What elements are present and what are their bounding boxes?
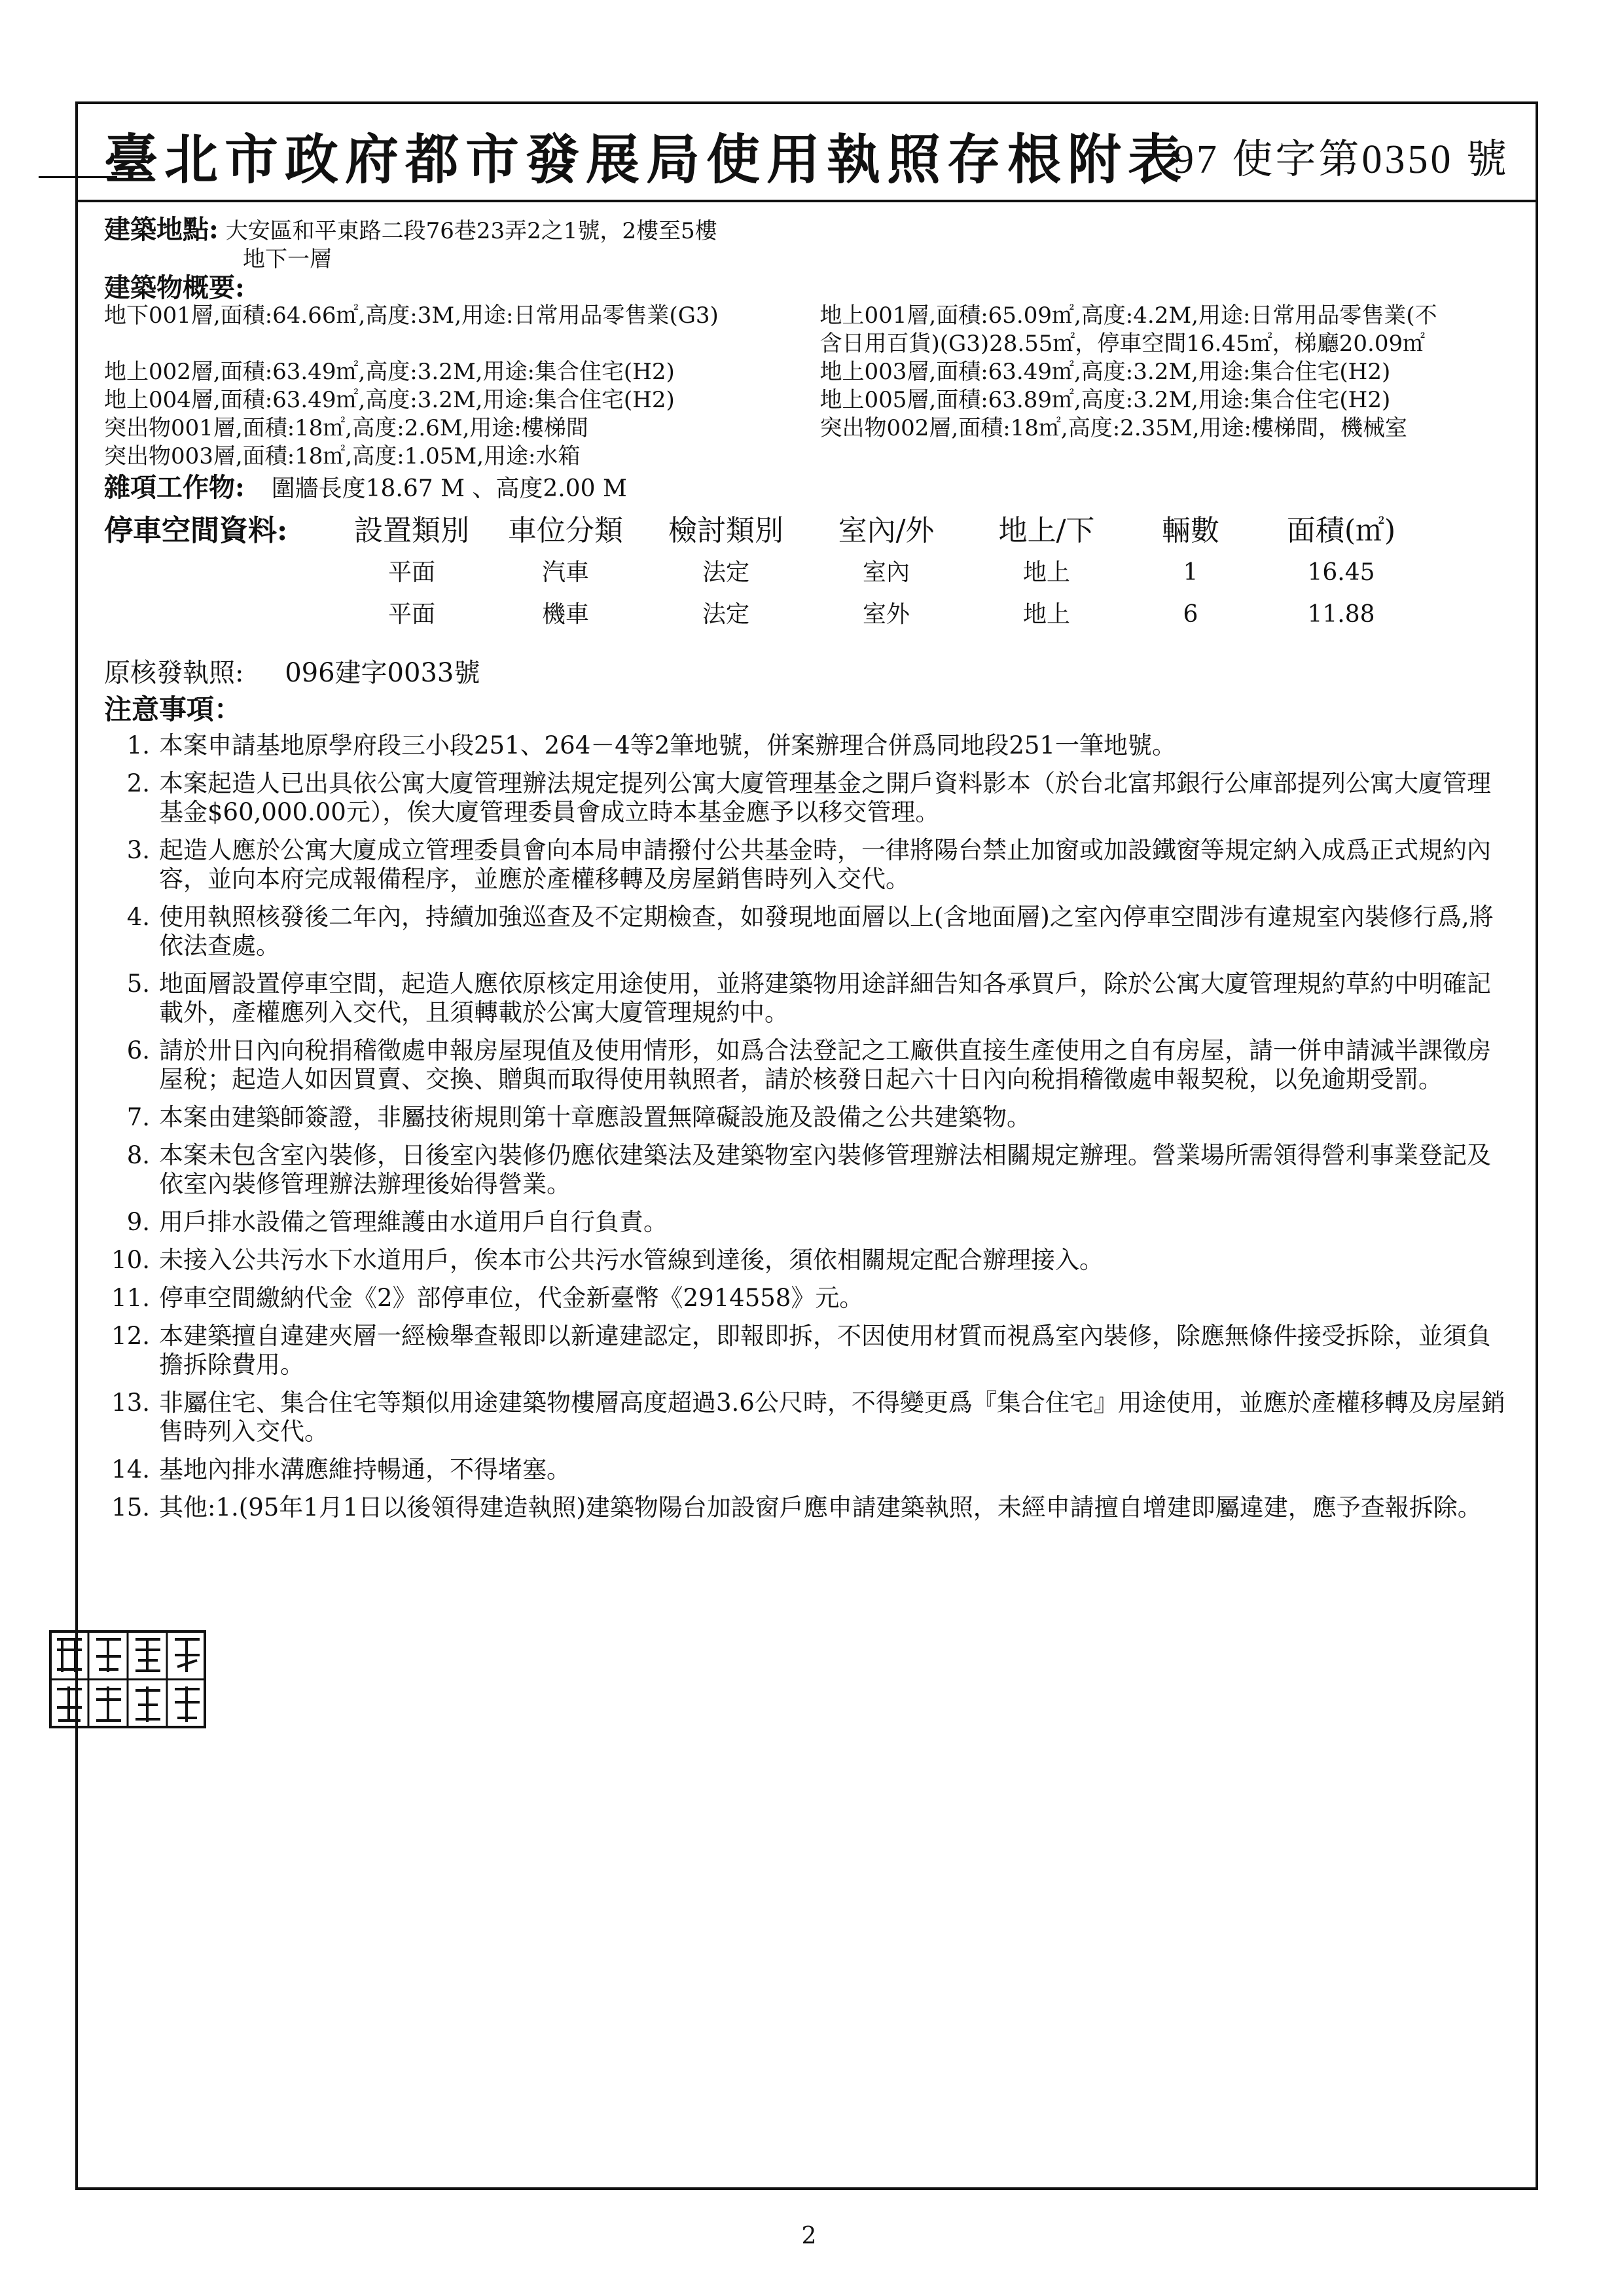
overview-line: 地上005層,面積:63.89㎡,高度:3.2M,用途:集合住宅(H2) <box>819 387 1391 413</box>
overview-line: 地上003層,面積:63.49㎡,高度:3.2M,用途:集合住宅(H2) <box>819 359 1391 385</box>
note-item <box>104 1103 1509 1132</box>
document-frame <box>75 101 1538 2190</box>
overview-line: 突出物001層,面積:18㎡,高度:2.6M,用途:樓梯間 <box>104 415 588 441</box>
location-label: 建築地點: <box>104 214 219 245</box>
parking-col-header: 地上/下 <box>998 514 1095 547</box>
note-item <box>104 1493 1509 1522</box>
parking-cell: 室內 <box>862 559 910 586</box>
parking-col-header: 室內/外 <box>838 514 935 547</box>
note-number: 14. <box>111 1455 150 1484</box>
note-number: 13. <box>111 1389 150 1417</box>
parking-row <box>104 594 1509 636</box>
parking-cell: 1 <box>1183 559 1198 586</box>
note-item <box>104 1455 1509 1484</box>
permit-number: 97 使字第0350 號 <box>1173 137 1509 182</box>
document-body <box>104 215 1509 1531</box>
title-bar <box>78 104 1536 202</box>
parking-cell: 地上 <box>1022 601 1070 628</box>
note-number: 4. <box>126 903 150 931</box>
parking-col-header: 輛數 <box>1162 514 1219 547</box>
misc-value: 圍牆長度18.67 M 、高度2.00 M <box>271 475 627 502</box>
parking-cell: 地上 <box>1022 559 1070 586</box>
overview-line <box>820 443 1510 471</box>
note-item <box>104 1284 1509 1313</box>
original-permit-row <box>104 655 1509 691</box>
overview-line: 突出物003層,面積:18㎡,高度:1.05M,用途:水箱 <box>104 443 581 469</box>
note-item <box>104 1246 1509 1275</box>
parking-col-header: 面積(㎡) <box>1286 514 1396 547</box>
parking-cell: 機車 <box>541 601 589 628</box>
original-permit-value: 096建字0033號 <box>285 658 480 688</box>
note-text: 基地內排水溝應維持暢通，不得堵塞。 <box>159 1455 571 1484</box>
note-text: 請於卅日內向稅捐稽徵處申報房屋現值及使用情形，如爲合法登記之工廠供直接生產使用之自有房屋，請一併申請減半課徵房屋稅；起造人如因買賣、交換、贈與而取得使用執照者，請於核發日起六十日內向稅捐稽徵處申報契稅，以免逾期受罰。 <box>159 1036 1491 1093</box>
parking-col-header: 檢討類別 <box>668 514 783 547</box>
note-item <box>104 836 1509 894</box>
overview-line: 地上004層,面積:63.49㎡,高度:3.2M,用途:集合住宅(H2) <box>104 387 675 413</box>
parking-cell: 平面 <box>387 559 435 586</box>
note-number: 9. <box>126 1208 150 1236</box>
note-number: 6. <box>126 1036 150 1065</box>
parking-header <box>104 510 1509 552</box>
note-item <box>104 903 1509 960</box>
parking-cell: 法定 <box>702 559 749 586</box>
note-text: 使用執照核發後二年內，持續加強巡查及不定期檢查，如發現地面層以上(含地面層)之室內停車空間涉有違規室內裝修行爲,將依法查處。 <box>159 903 1494 960</box>
parking-row <box>104 552 1509 594</box>
parking-col-header: 設置類別 <box>354 514 469 547</box>
note-item <box>104 970 1509 1027</box>
note-number: 12. <box>111 1322 150 1350</box>
location-row <box>104 215 1509 246</box>
parking-cell: 11.88 <box>1307 601 1375 628</box>
page-number: 2 <box>801 2223 817 2250</box>
note-number: 8. <box>126 1141 150 1169</box>
overview-table <box>104 302 1509 471</box>
notes-list <box>104 731 1509 1522</box>
note-item <box>104 1141 1509 1199</box>
document-title: 臺北市政府都市發展局使用執照存根附表 <box>104 128 1189 191</box>
note-text: 非屬住宅、集合住宅等類似用途建築物樓層高度超過3.6公尺時，不得變更爲『集合住宅』用途使用，並應於產權移轉及房屋銷售時列入交代。 <box>159 1389 1505 1446</box>
parking-cell: 汽車 <box>541 559 589 586</box>
note-number: 5. <box>126 970 150 998</box>
overview-line: 地下001層,面積:64.66㎡,高度:3M,用途:日常用品零售業(G3) <box>104 302 719 329</box>
parking-cell: 平面 <box>387 601 435 628</box>
misc-label: 雜項工作物: <box>104 472 245 503</box>
parking-cell: 室外 <box>862 601 910 628</box>
note-text: 地面層設置停車空間，起造人應依原核定用途使用，並將建築物用途詳細告知各承買戶，除於公寓大廈管理規約草約中明確記載外，產權應列入交代，且須轉載於公寓大廈管理規約中。 <box>159 970 1491 1027</box>
overview-label: 建築物概要: <box>104 272 245 303</box>
note-text: 其他:1.(95年1月1日以後領得建造執照)建築物陽台加設窗戶應申請建築執照，未經申請擅自增建即屬違建，應予查報拆除。 <box>159 1493 1482 1522</box>
note-text: 未接入公共污水下水道用戶，俟本市公共污水管線到達後，須依相關規定配合辦理接入。 <box>159 1246 1104 1274</box>
note-item <box>104 1322 1509 1379</box>
note-item <box>104 1389 1509 1446</box>
note-item <box>104 1036 1509 1094</box>
notes-title: 注意事項： <box>104 693 242 725</box>
note-text: 本建築擅自違建夾層一經檢舉查報即以新違建認定，即報即拆，不因使用材質而視爲室內裝修，除應無條件接受拆除，並須負擔拆除費用。 <box>159 1322 1491 1379</box>
original-permit-label: 原核發執照: <box>104 658 244 688</box>
overview-line <box>104 330 794 358</box>
parking-label: 停車空間資料: <box>104 514 288 547</box>
note-number: 7. <box>126 1103 150 1131</box>
note-number: 15. <box>111 1493 150 1522</box>
overview-line: 突出物002層,面積:18㎡,高度:2.35M,用途:樓梯間，機械室 <box>819 415 1407 441</box>
note-item <box>104 1208 1509 1237</box>
parking-col-header: 車位分類 <box>508 514 623 547</box>
parking-cell: 6 <box>1183 601 1198 628</box>
note-text: 本案起造人已出具依公寓大廈管理辦法規定提列公寓大廈管理基金之開戶資料影本（於台北富邦銀行公庫部提列公寓大廈管理基金$60,000.00元），俟大廈管理委員會成立時本基金應予以移交管理。 <box>159 769 1491 826</box>
overview-right-col <box>820 302 1510 471</box>
official-seal-stamp <box>49 1630 206 1728</box>
note-text: 起造人應於公寓大廈成立管理委員會向本局申請撥付公共基金時，一律將陽台禁止加窗或加設鐵窗等規定納入成爲正式規約內容，並向本府完成報備程序，並應於產權移轉及房屋銷售時列入交代。 <box>159 836 1491 893</box>
note-text: 停車空間繳納代金《2》部停車位，代金新臺幣《2914558》元。 <box>159 1284 864 1312</box>
overview-left-col <box>104 302 794 471</box>
note-text: 本案未包含室內裝修，日後室內裝修仍應依建築法及建築物室內裝修管理辦法相關規定辦理。營業場所需領得營利事業登記及依室內裝修管理辦法辦理後始得營業。 <box>159 1141 1491 1198</box>
overview-line: 地上002層,面積:63.49㎡,高度:3.2M,用途:集合住宅(H2) <box>104 359 675 385</box>
note-number: 10. <box>111 1246 150 1274</box>
overview-line: 地上001層,面積:65.09㎡,高度:4.2M,用途:日常用品零售業(不 <box>819 302 1437 329</box>
note-text: 本案由建築師簽證，非屬技術規則第十章應設置無障礙設施及設備之公共建築物。 <box>159 1103 1031 1131</box>
overview-line: 含日用百貨)(G3)28.55㎡，停車空間16.45㎡，梯廳20.09㎡ <box>819 331 1426 357</box>
note-item <box>104 731 1509 760</box>
note-number: 11. <box>111 1284 150 1312</box>
note-number: 2. <box>126 769 150 797</box>
parking-cell: 法定 <box>702 601 749 628</box>
note-text: 本案申請基地原學府段三小段251、264－4等2筆地號，併案辦理合併爲同地段251一筆地號。 <box>159 731 1176 759</box>
note-item <box>104 769 1509 827</box>
note-number: 1. <box>126 731 150 759</box>
location-value: 大安區和平東路二段76巷23弄2之1號，2樓至5樓 <box>225 218 717 244</box>
location-line2: 地下一層 <box>243 246 332 272</box>
parking-cell: 16.45 <box>1307 559 1375 586</box>
note-text: 用戶排水設備之管理維護由水道用戶自行負責。 <box>159 1208 668 1236</box>
misc-row <box>104 473 1509 503</box>
note-number: 3. <box>126 836 150 864</box>
